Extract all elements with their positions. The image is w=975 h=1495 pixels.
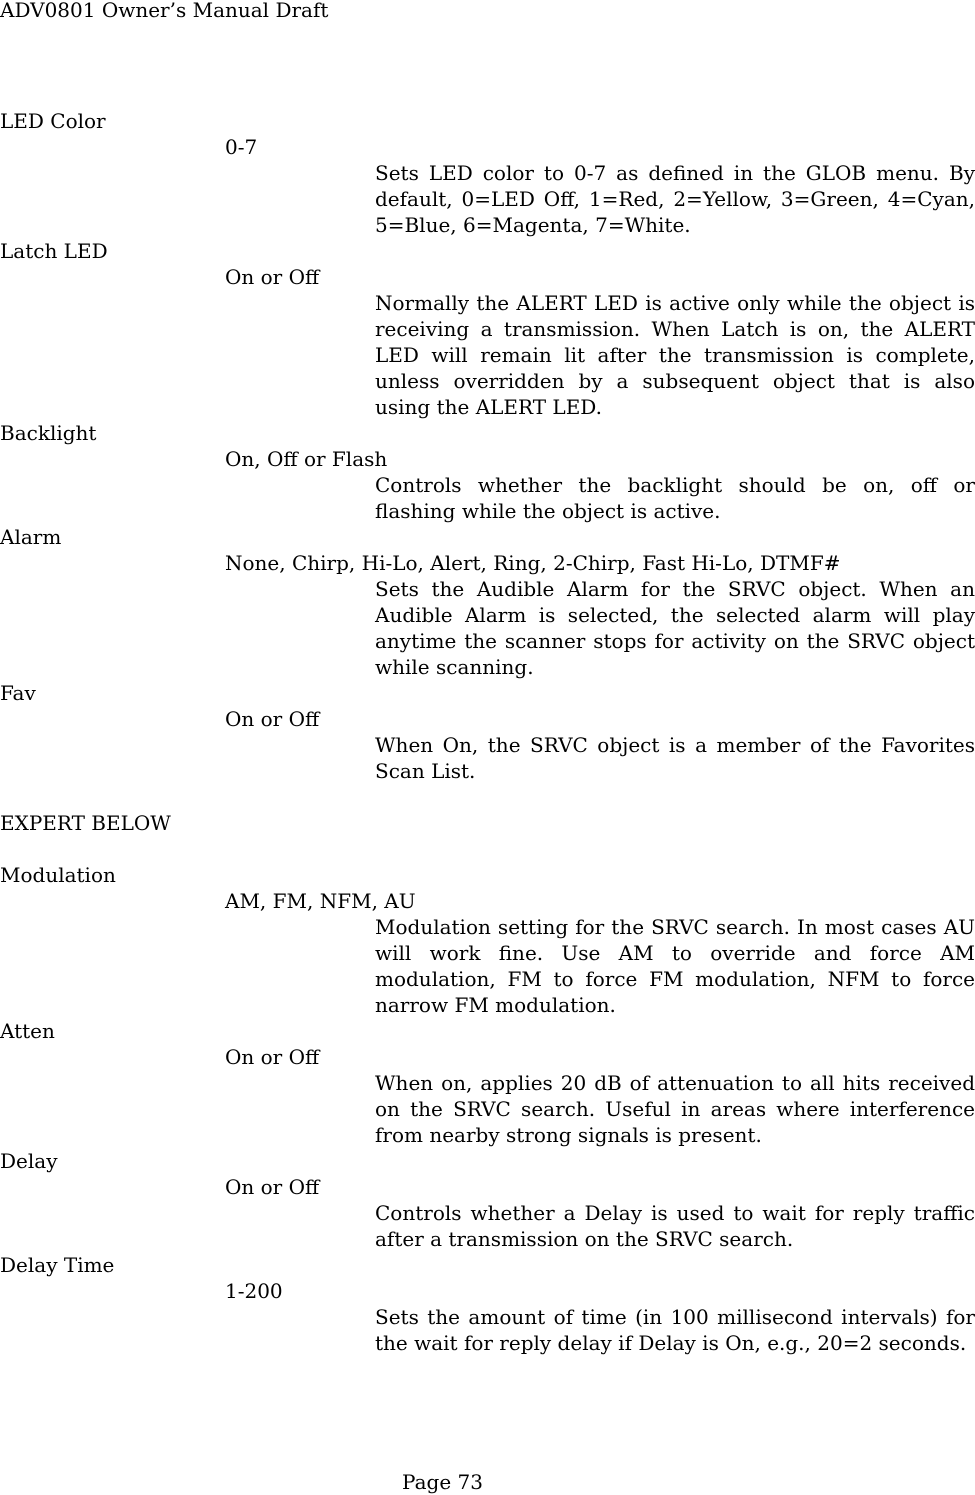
entry-name: Backlight [0, 421, 97, 445]
entry-name: Modulation [0, 863, 116, 887]
entry-value: On or Off [225, 1175, 320, 1199]
entry-description: Modulation setting for the SRVC search. In most cases AU will work fine. Use AM to override and force AM modulation, FM to force FM modulation, NFM to force narrow FM modulation. [375, 915, 975, 1017]
entry-description: Normally the ALERT LED is active only while the object is receiving a transmission. When Latch is on, the ALERT LED will remain lit after the transmission is complete, unless overridden by a subsequent object that is also using the ALERT LED. [375, 291, 975, 419]
entry-name: Fav [0, 681, 36, 705]
entry-description: When On, the SRVC object is a member of the Favorites Scan List. [375, 733, 975, 783]
entry-atten [0, 1018, 975, 1148]
entry-value: On, Off or Flash [225, 447, 388, 471]
entry-name: Delay Time [0, 1253, 115, 1277]
entry-value: On or Off [225, 1045, 320, 1069]
entry-description: Sets the amount of time (in 100 millisecond intervals) for the wait for reply delay if Delay is On, e.g., 20=2 seconds. [375, 1305, 975, 1355]
entry-backlight [0, 420, 975, 524]
entry-fav [0, 680, 975, 784]
manual-content [0, 108, 975, 1356]
entry-modulation [0, 862, 975, 1018]
document-header: ADV0801 Owner’s Manual Draft [0, 0, 329, 22]
entry-value: 0-7 [225, 135, 258, 159]
entry-latch-led [0, 238, 975, 420]
entry-description: Controls whether the backlight should be on, off or flashing while the object is active. [375, 473, 975, 523]
entry-value: On or Off [225, 707, 320, 731]
entry-name: LED Color [0, 109, 106, 133]
entry-description: Controls whether a Delay is used to wait for reply traffic after a transmission on the SRVC search. [375, 1201, 975, 1251]
entry-delay [0, 1148, 975, 1252]
entry-name: Alarm [0, 525, 62, 549]
entry-name: Atten [0, 1019, 55, 1043]
entry-delay-time [0, 1252, 975, 1356]
entry-value: 1-200 [225, 1279, 283, 1303]
entry-description: When on, applies 20 dB of attenuation to all hits received on the SRVC search. Useful in areas where interference from nearby strong signals is present. [375, 1071, 975, 1147]
entry-name: Latch LED [0, 239, 108, 263]
entry-description: Sets the Audible Alarm for the SRVC object. When an Audible Alarm is selected, the selected alarm will play anytime the scanner stops for activity on the SRVC object while scanning. [375, 577, 975, 679]
page-number: Page 73 [402, 1470, 483, 1494]
entry-description: Sets LED color to 0-7 as defined in the GLOB menu. By default, 0=LED Off, 1=Red, 2=Yellow, 3=Green, 4=Cyan, 5=Blue, 6=Magenta, 7=White. [375, 161, 975, 237]
section-heading: EXPERT BELOW [0, 811, 171, 835]
entry-value: None, Chirp, Hi-Lo, Alert, Ring, 2-Chirp, Fast Hi-Lo, DTMF# [225, 551, 841, 575]
entry-alarm [0, 524, 975, 680]
entry-led-color [0, 108, 975, 238]
entry-name: Delay [0, 1149, 58, 1173]
entry-value: AM, FM, NFM, AU [225, 889, 416, 913]
entry-value: On or Off [225, 265, 320, 289]
